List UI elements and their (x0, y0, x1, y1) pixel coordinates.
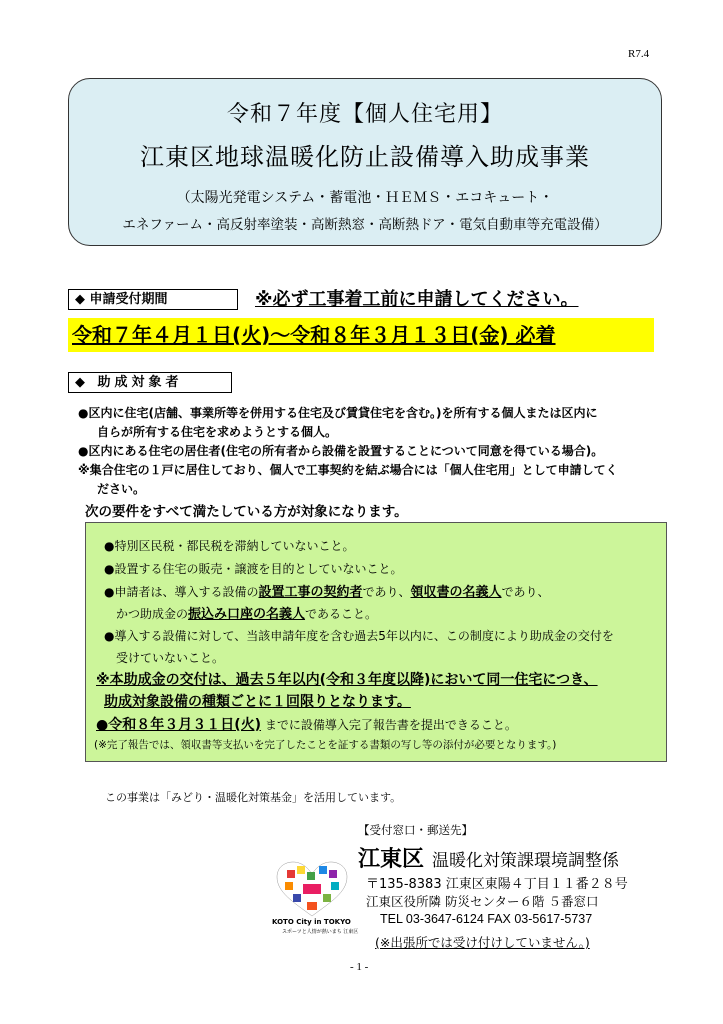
fund-note: この事業は「みどり・温暖化対策基金」を活用しています。 (105, 791, 402, 804)
ward-name: 江東区 (358, 847, 425, 872)
requirement-text: であること。 (305, 607, 378, 621)
application-notice: ※必ず工事着工前に申請してください。 (255, 289, 579, 310)
requirement-text: であり、 (501, 585, 550, 599)
contact-location: 江東区役所隣 防災センター６階 ５番窓口 (366, 894, 599, 909)
title-program: 江東区地球温暖化防止設備導入助成事業 (140, 143, 590, 171)
logo-subtext: スポーツと人情が熱いまち 江東区 (282, 929, 359, 935)
page-number: - 1 - (350, 961, 369, 973)
report-deadline: ●令和８年３月３１日(火) (96, 717, 262, 733)
contact-heading: 【受付窓口・郵送先】 (358, 823, 473, 837)
requirement-item: ●導入する設備に対して、当該申請年度を含む過去5年以内に、この制度により助成金の交付を (104, 629, 614, 643)
contact-department (358, 842, 619, 873)
title-equipment-2: エネファーム・高反射率塗装・高断熱窓・高断熱ドア・電気自動車等充電設備） (122, 217, 608, 233)
requirements-box (85, 522, 667, 762)
requirements-lead: 次の要件をすべて満たしている方が対象になります。 (85, 504, 408, 520)
document-reference: R7.4 (628, 48, 650, 60)
requirement-text: までに設備導入完了報告書を提出できること。 (264, 718, 517, 732)
application-period-label: ◆ 申請受付期間 (68, 289, 238, 310)
eligibility-label: ◆ 助成対象者 (68, 372, 232, 393)
requirement-item: 受けていないこと。 (116, 651, 225, 665)
requirement-text: かつ助成金の (116, 607, 189, 621)
eligibility-item: ●区内にある住宅の居住者(住宅の所有者から設備を設置することについて同意を得ている場合)。 (78, 444, 604, 458)
requirement-limit-note: ※本助成金の交付は、過去５年以内(令和３年度以降)において同一住宅につき、 (96, 672, 598, 688)
requirement-emphasis: 領収書の名義人 (410, 585, 502, 600)
requirement-item: ●設置する住宅の販売・譲渡を目的としていないこと。 (104, 562, 403, 576)
requirement-item (104, 581, 550, 600)
application-period: 令和７年４月１日(火)〜令和８年３月１３日(金) 必着 (68, 318, 654, 352)
requirement-text: ●申請者は、導入する設備の (104, 585, 259, 599)
requirement-text: であり、 (362, 585, 411, 599)
title-box (68, 78, 662, 246)
requirement-emphasis: 設置工事の契約者 (258, 585, 363, 600)
requirement-emphasis: 振込み口座の名義人 (188, 607, 306, 622)
eligibility-item: 自らが所有する住宅を求めようとする個人。 (97, 425, 338, 439)
logo-text: KOTO City in TOKYO (272, 918, 351, 926)
eligibility-item: ●区内に住宅(店舗、事業所等を併用する住宅及び賃貸住宅を含む。)を所有する個人または区内に (78, 406, 598, 420)
requirement-item: ●特別区民税・都民税を滞納していないこと。 (104, 539, 355, 553)
title-equipment-1: （太陽光発電システム・蓄電池・ＨＥＭＳ・エコキュート・ (176, 190, 554, 206)
requirement-limit-note: 助成対象設備の種類ごとに１回限りとなります。 (104, 694, 411, 710)
eligibility-item: ※集合住宅の１戸に居住しており、個人で工事契約を結ぶ場合には「個人住宅用」として申請してく (78, 463, 618, 477)
eligibility-item: ださい。 (97, 482, 146, 496)
section-name: 温暖化対策課環境調整係 (432, 851, 620, 871)
eligibility-list (78, 404, 678, 499)
contact-phone-fax: TEL 03-3647-6124 FAX 03-5617-5737 (380, 912, 593, 926)
requirement-item (116, 603, 377, 622)
contact-address: 〒135-8383 江東区東陽４丁目１１番２８号 (366, 877, 628, 892)
branch-office-note: (※出張所では受け付けしていません。) (375, 935, 590, 950)
title-year: 令和７年度【個人住宅用】 (226, 102, 503, 127)
requirement-item (96, 714, 517, 734)
report-note: (※完了報告では、領収書等支払いを完了したことを証する書類の写し等の添付が必要となります。) (94, 739, 557, 751)
